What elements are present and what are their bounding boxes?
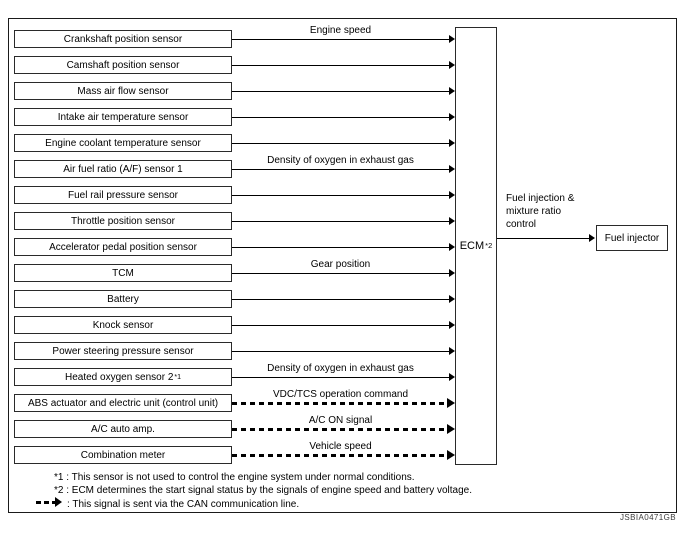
sensor-label: Crankshaft position sensor — [63, 33, 183, 45]
sensor-label: Knock sensor — [92, 319, 154, 331]
sensor-box — [14, 186, 232, 204]
sensor-label: Engine coolant temperature sensor — [45, 137, 201, 149]
sensor-box — [14, 446, 232, 464]
sensor-box — [14, 264, 232, 282]
signal-label: Gear position — [310, 259, 371, 270]
footnote-2: *2 : ECM determines the start signal status by the signals of engine speed and battery voltage. — [54, 485, 473, 496]
signal-line — [232, 91, 449, 92]
ecm-label: ECM — [459, 240, 485, 252]
signal-line — [232, 169, 449, 170]
can-dashed-arrow-icon — [36, 498, 63, 508]
fuel-injector-label: Fuel injector — [604, 232, 660, 244]
signal-line — [232, 247, 449, 248]
signal-line — [232, 377, 449, 378]
signal-line — [232, 325, 449, 326]
signal-line — [232, 65, 449, 66]
figure-id: JSBІA0471GB — [620, 513, 676, 522]
sensor-box — [14, 342, 232, 360]
sensor-label: Battery — [107, 293, 139, 305]
sensor-box — [14, 212, 232, 230]
footnote-1: *1 : This sensor is not used to control the engine system under normal conditions. — [54, 472, 415, 483]
sensor-box — [14, 134, 232, 152]
can-signal-line — [232, 402, 447, 405]
sensor-label: Camshaft position sensor — [66, 59, 180, 71]
signal-label: Density of oxygen in exhaust gas — [267, 155, 414, 166]
sensor-label: Intake air temperature sensor — [57, 111, 189, 123]
caption-line-3: control — [506, 219, 537, 230]
sensor-label: Fuel rail pressure sensor — [67, 189, 179, 201]
ecm-footnote-marker: *2 — [485, 241, 493, 251]
sensor-label: Combination meter — [80, 449, 166, 461]
signal-label: Vehicle speed — [309, 441, 372, 452]
signal-line — [232, 117, 449, 118]
sensor-box — [14, 160, 232, 178]
signal-line — [232, 143, 449, 144]
sensor-box — [14, 368, 232, 386]
sensor-label: Heated oxygen sensor 2 — [64, 371, 174, 383]
footnote-3 — [36, 498, 299, 510]
sensor-label: Air fuel ratio (A/F) sensor 1 — [63, 163, 183, 175]
ecm-to-injector-arrowhead — [589, 234, 595, 242]
signal-line — [232, 273, 449, 274]
sensor-box — [14, 108, 232, 126]
sensor-box — [14, 420, 232, 438]
caption-line-1: Fuel injection & — [506, 193, 575, 204]
signal-line — [232, 195, 449, 196]
fuel-injector-box — [596, 225, 668, 251]
signal-label: Density of oxygen in exhaust gas — [267, 363, 414, 374]
sensor-box — [14, 56, 232, 74]
footnote-3-text: : This signal is sent via the CAN communication line. — [67, 499, 300, 510]
sensor-label: Power steering pressure sensor — [52, 345, 194, 357]
sensor-label: Accelerator pedal position sensor — [49, 241, 197, 253]
sensor-box — [14, 394, 232, 412]
sensor-label: TCM — [112, 267, 134, 279]
signal-label: VDC/TCS operation command — [272, 389, 409, 400]
caption-line-2: mixture ratio — [506, 206, 562, 217]
ecm-to-injector-line — [497, 238, 590, 239]
ecm-box — [455, 27, 497, 465]
signal-label: A/C ON signal — [308, 415, 373, 426]
signal-line — [232, 299, 449, 300]
sensor-footnote-marker: *1 — [174, 373, 182, 381]
sensor-label: Mass air flow sensor — [77, 85, 169, 97]
sensor-box — [14, 30, 232, 48]
signal-line — [232, 221, 449, 222]
sensor-label: Throttle position sensor — [71, 215, 175, 227]
sensor-box — [14, 82, 232, 100]
signal-line — [232, 39, 449, 40]
sensor-box — [14, 316, 232, 334]
fuel-injection-caption — [506, 192, 574, 231]
sensor-box — [14, 238, 232, 256]
signal-label: Engine speed — [309, 25, 372, 36]
sensor-label: ABS actuator and electric unit (control unit) — [27, 397, 219, 409]
can-signal-line — [232, 428, 447, 431]
signal-line — [232, 351, 449, 352]
can-signal-line — [232, 454, 447, 457]
sensor-box — [14, 290, 232, 308]
sensor-label: A/C auto amp. — [91, 423, 155, 435]
